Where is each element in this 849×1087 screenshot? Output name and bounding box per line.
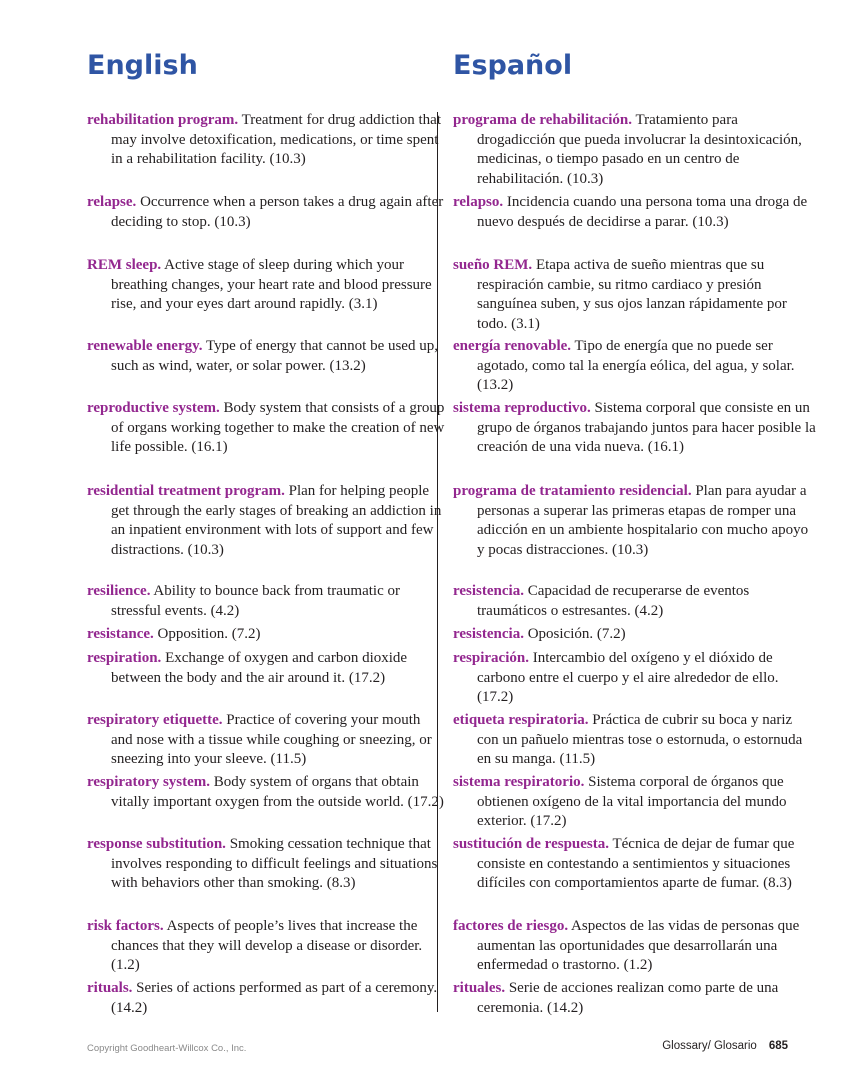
glossary-term: resistencia. bbox=[453, 626, 524, 642]
glossary-definition: Series of actions performed as part of a ceremony. (14.2) bbox=[111, 980, 438, 1016]
glossary-entry bbox=[87, 773, 445, 812]
glossary-term: respiratory etiquette. bbox=[87, 712, 223, 728]
glossary-entry bbox=[87, 917, 445, 976]
glossary-term: renewable energy. bbox=[87, 338, 203, 354]
glossary-entry bbox=[453, 193, 817, 232]
glossary-definition: Active stage of sleep during which your breathing changes, your heart rate and blood pressure rise, and your eyes dart around rapidly. (3.1) bbox=[111, 257, 432, 312]
glossary-term: resistencia. bbox=[453, 583, 524, 599]
glossary-definition: Etapa activa de sueño mientras que su respiración cambie, su ritmo cardiaco y presión sanguínea suben, y sus ojos lanzan rápidamente por todo. (3.1) bbox=[477, 257, 787, 332]
glossary-term: sistema respiratorio. bbox=[453, 774, 585, 790]
glossary-term: sistema reproductivo. bbox=[453, 400, 591, 416]
glossary-entry bbox=[87, 337, 445, 376]
glossary-entry bbox=[453, 625, 817, 645]
glossary-term: relapso. bbox=[453, 194, 504, 210]
glossary-entry bbox=[453, 482, 817, 560]
glossary-term: rituals. bbox=[87, 980, 133, 996]
glossary-definition: Body system of organs that obtain vitally important oxygen from the outside world. (17.2) bbox=[111, 774, 444, 810]
glossary-entry bbox=[87, 979, 445, 1018]
glossary-entry bbox=[453, 711, 817, 770]
glossary-definition: Type of energy that cannot be used up, such as wind, water, or solar power. (13.2) bbox=[111, 338, 438, 374]
glossary-definition: Plan for helping people get through the early stages of breaking an addiction in an inpatient environment with lots of support and few distractions. (10.3) bbox=[111, 483, 442, 558]
glossary-entry bbox=[453, 773, 817, 832]
glossary-entry bbox=[87, 111, 445, 170]
glossary-term: sueño REM. bbox=[453, 257, 533, 273]
glossary-definition: Aspectos de las vidas de personas que aumentan las oportunidades que desarrollarán una enfermedad o trastorno. (1.2) bbox=[477, 918, 800, 973]
glossary-entry bbox=[87, 482, 445, 560]
glossary-term: response substitution. bbox=[87, 836, 226, 852]
spanish-heading: Español bbox=[453, 50, 573, 81]
glossary-definition: Sistema corporal de órganos que obtienen oxígeno de la vital importancia del mundo exterior. (17.2) bbox=[477, 774, 787, 829]
glossary-definition: Opposition. (7.2) bbox=[157, 626, 261, 642]
glossary-entry bbox=[453, 979, 817, 1018]
glossary-definition: Intercambio del oxígeno y el dióxido de carbono entre el cuerpo y el aire alrededor de ello. (17.2) bbox=[477, 650, 779, 705]
glossary-entry bbox=[87, 625, 445, 645]
glossary-term: respiratory system. bbox=[87, 774, 211, 790]
glossary-entry bbox=[453, 835, 817, 894]
glossary-entry bbox=[453, 256, 817, 334]
glossary-term: resilience. bbox=[87, 583, 151, 599]
glossary-entry bbox=[453, 917, 817, 976]
glossary-entry bbox=[87, 649, 445, 688]
glossary-definition: Serie de acciones realizan como parte de una ceremonia. (14.2) bbox=[477, 980, 779, 1016]
glossary-definition: Treatment for drug addiction that may involve detoxification, medications, or time spent in a rehabilitation facility. (10.3) bbox=[111, 112, 442, 167]
glossary-term: residential treatment program. bbox=[87, 483, 285, 499]
glossary-term: rituales. bbox=[453, 980, 506, 996]
glossary-definition: Oposición. (7.2) bbox=[527, 626, 626, 642]
glossary-definition: Capacidad de recuperarse de eventos traumáticos o estresantes. (4.2) bbox=[477, 583, 750, 619]
page-number: 685 bbox=[768, 1040, 788, 1052]
section-label: Glossary/ Glosario bbox=[662, 1040, 757, 1052]
glossary-term: risk factors. bbox=[87, 918, 164, 934]
glossary-entry bbox=[453, 582, 817, 621]
glossary-entry bbox=[453, 337, 817, 396]
glossary-term: etiqueta respiratoria. bbox=[453, 712, 589, 728]
glossary-entry bbox=[453, 111, 817, 189]
glossary-entry bbox=[87, 711, 445, 770]
glossary-term: sustitución de respuesta. bbox=[453, 836, 609, 852]
glossary-entry bbox=[453, 399, 817, 458]
glossary-term: factores de riesgo. bbox=[453, 918, 569, 934]
glossary-term: respiration. bbox=[87, 650, 162, 666]
copyright: Copyright Goodheart-Willcox Co., Inc. bbox=[87, 1043, 247, 1054]
glossary-term: energía renovable. bbox=[453, 338, 572, 354]
glossary-term: REM sleep. bbox=[87, 257, 162, 273]
glossary-definition: Exchange of oxygen and carbon dioxide between the body and the air around it. (17.2) bbox=[111, 650, 408, 686]
glossary-entry bbox=[453, 649, 817, 708]
glossary-term: respiración. bbox=[453, 650, 529, 666]
glossary-definition: Plan para ayudar a personas a superar las primeras etapas de romper una adicción en un ambiente hospitalario con mucho apoyo y pocas distracciones. (10.3) bbox=[477, 483, 809, 558]
glossary-term: programa de rehabilitación. bbox=[453, 112, 633, 128]
glossary-entry bbox=[87, 256, 445, 315]
glossary-term: rehabilitation program. bbox=[87, 112, 239, 128]
glossary-definition: Incidencia cuando una persona toma una droga de nuevo después de decidirse a parar. (10.3) bbox=[477, 194, 808, 230]
glossary-definition: Smoking cessation technique that involves responding to difficult feelings and situations with behaviors other than smoking. (8.3) bbox=[111, 836, 438, 891]
glossary-term: relapse. bbox=[87, 194, 137, 210]
glossary-definition: Occurrence when a person takes a drug again after deciding to stop. (10.3) bbox=[111, 194, 444, 230]
glossary-definition: Tratamiento para drogadicción que pueda involucrar la desintoxicación, medicinas, o tiempo pasado en un centro de rehabilitación. (10.3) bbox=[477, 112, 802, 187]
glossary-definition: Técnica de dejar de fumar que consiste en contestando a sentimientos y situaciones difíciles con comportamientos aparte de fumar. (8.3) bbox=[477, 836, 795, 891]
glossary-definition: Body system that consists of a group of organs working together to make the creation of new life possible. (16.1) bbox=[111, 400, 445, 455]
glossary-term: resistance. bbox=[87, 626, 154, 642]
glossary-entry bbox=[87, 399, 445, 458]
glossary-entry bbox=[87, 582, 445, 621]
english-heading: English bbox=[87, 50, 198, 81]
glossary-definition: Practice of covering your mouth and nose with a tissue while coughing or sneezing, or sneezing into your sleeve. (11.5) bbox=[111, 712, 432, 767]
glossary-definition: Aspects of people’s lives that increase the chances that they will develop a disease or disorder. (1.2) bbox=[111, 918, 423, 973]
glossary-entry bbox=[87, 193, 445, 232]
glossary-term: reproductive system. bbox=[87, 400, 220, 416]
glossary-entry bbox=[87, 835, 445, 894]
glossary-definition: Tipo de energía que no puede ser agotado, como tal la energía eólica, del agua, y solar. (13.2) bbox=[477, 338, 795, 393]
glossary-definition: Sistema corporal que consiste en un grupo de órganos trabajando juntos para hacer posible la creación de una vida nueva. (16.1) bbox=[477, 400, 816, 455]
page-footer bbox=[662, 1040, 788, 1052]
glossary-term: programa de tratamiento residencial. bbox=[453, 483, 692, 499]
glossary-definition: Práctica de cubrir su boca y nariz con un pañuelo mientras tose o estornuda, o estornuda en su manga. (11.5) bbox=[477, 712, 803, 767]
glossary-definition: Ability to bounce back from traumatic or stressful events. (4.2) bbox=[111, 583, 400, 619]
